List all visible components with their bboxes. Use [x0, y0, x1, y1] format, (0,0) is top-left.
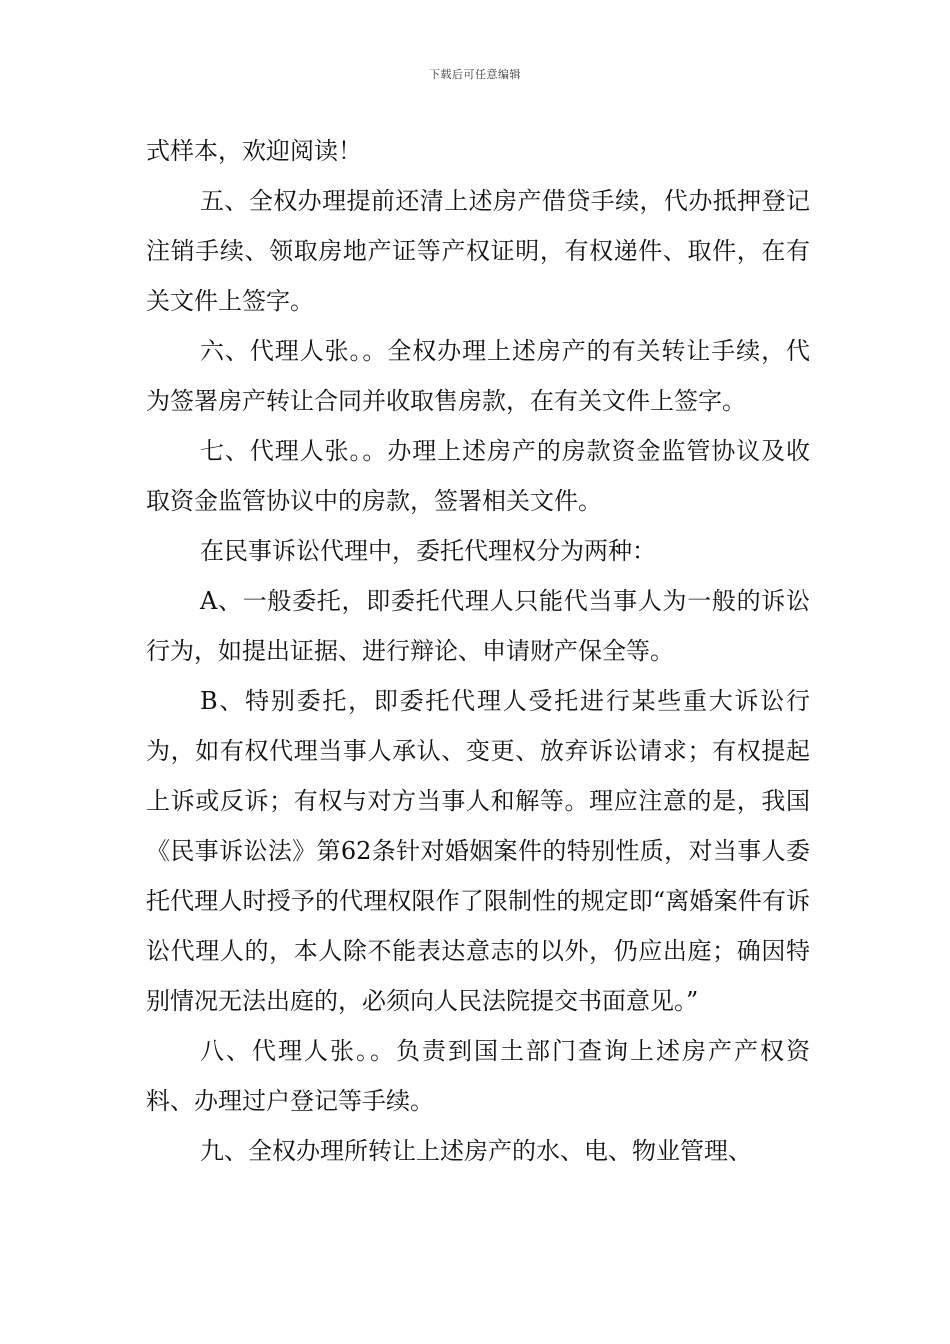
paragraph: 九、全权办理所转让上述房产的水、电、物业管理、	[200, 1137, 752, 1165]
paragraph: 七、代理人张。。办理上述房产的房款资金监管协议及收取资金监管协议中的房款，签署相关文件。	[146, 437, 810, 515]
paragraph: B、特别委托，即委托代理人受托进行某些重大诉讼行为，如有权代理当事人承认、变更、放弃诉讼请求；有权提起上诉或反诉；有权与对方当事人和解等。理应注意的是，我国《民事诉讼法》第62条针对婚姻案件的特别性质，对当事人委托代理人时授予的代理权限作了限制性的规定即“离婚案件有诉讼代理人的，本人除不能表达意志的以外，仍应出庭；确因特别情况无法出庭的，必须向人民法院提交书面意见。”	[146, 687, 810, 1015]
paragraph: 八、代理人张。。负责到国土部门查询上述房产产权资料、办理过户登记等手续。	[146, 1037, 810, 1115]
paragraph: 五、全权办理提前还清上述房产借贷手续，代办抵押登记注销手续、领取房地产证等产权证明，有权递件、取件，在有关文件上签字。	[146, 187, 810, 315]
document-body	[146, 126, 810, 1176]
paragraph: 在民事诉讼代理中，委托代理权分为两种：	[200, 537, 656, 565]
paragraph: A、一般委托，即委托代理人只能代当事人为一般的诉讼行为，如提出证据、进行辩论、申请财产保全等。	[146, 587, 810, 665]
paragraph: 式样本，欢迎阅读！	[146, 137, 362, 165]
page-header: 下载后可任意编辑	[429, 68, 521, 81]
paragraph: 六、代理人张。。全权办理上述房产的有关转让手续，代为签署房产转让合同并收取售房款，在有关文件上签字。	[146, 337, 810, 415]
